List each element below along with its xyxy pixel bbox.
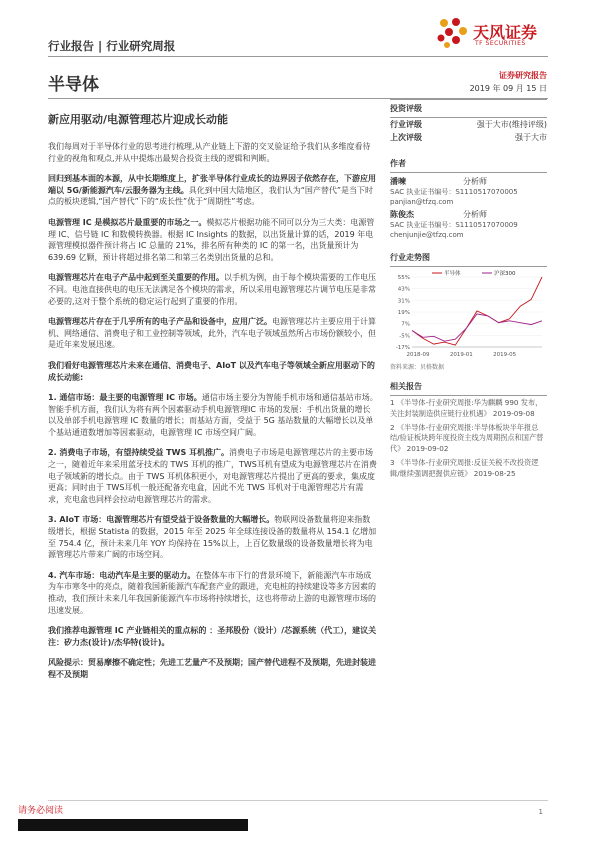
authors-heading: 作者 <box>390 159 406 168</box>
y-tick-label: 43% <box>397 286 410 293</box>
related-item[interactable]: 3 《半导体-行业研究周报:反征关税不改投资逻辑/继续强调把握供应链》 2019-08-25 <box>390 457 539 478</box>
chart-heading: 行业走势图 <box>390 253 430 262</box>
rating-label: 上次评级 <box>390 133 422 142</box>
rating-value: 强于大市(维持评级) <box>476 120 547 129</box>
p9-text: 物联网设备数量将迎来指数级增长，根据 Statista 的数据，2015 年至 2025 年全球连接设备的数量将从 154.1 亿增加至 754.4 亿，预计未来几年 YOY 均保持在 15%以上，上百亿数量级的设备数量增长将为电源管理芯片带来广阔的市场空间。 <box>48 515 377 560</box>
report-kind: 证券研究报告 <box>499 71 547 80</box>
p12-bold: 风险提示：贸易摩擦不确定性；先进工艺量产不及预期；国产替代进程不及预期，先进封装进程不及预期 <box>48 658 376 679</box>
authors-divider <box>390 172 547 173</box>
y-tick-label: 7% <box>401 321 410 328</box>
p6-bold: 我们看好电源管理芯片未来在通信、消费电子、AIoT 以及汽车电子等领域全新应用驱动下的成长动能: <box>48 360 375 382</box>
p10-bold: 4. 汽车市场：电动汽车是主要的驱动力。 <box>48 570 196 580</box>
p7-text: 通信市场主要分为智能手机市场和通信基站市场。智能手机方面，我们认为将有两个因素驱动手机电源管理IC 市场的发展：手机出货量的增长以及单部手机电源管理 IC 数量的增长；而基站方面，受益于 5G 基站数量的大幅增长以及单个基站通道数增加等因素驱动，电源管理 IC 市场空间广阔。 <box>48 393 378 437</box>
page-title: 半导体 <box>48 75 99 95</box>
brand-name-en: TF SECURITIES <box>475 40 526 47</box>
series-line <box>412 314 542 341</box>
p4-text: 以手机为例，由于每个模块需要的工作电压不同。电池直接供电的电压无法满足各个模块的需求，所以采用电源管理芯片调节电压是非常必要的,这对于整个系统的稳定运行起到了重要的作用。 <box>48 273 376 306</box>
p8-bold: 2. 消费电子市场，有望持续受益 TWS 耳机推广。 <box>48 448 230 458</box>
paragraph-6 <box>48 360 378 383</box>
author-row <box>390 176 547 187</box>
x-tick-label: 2018-09 <box>406 352 430 358</box>
related-heading: 相关报告 <box>390 382 422 391</box>
brand-name: 天风证券 <box>473 23 538 42</box>
paragraph-8 <box>48 447 378 505</box>
footer-disclaimer: 请务必阅读 <box>18 806 64 816</box>
related-item[interactable]: 1 《半导体-行业研究周报:华为麒麟 990 发布，关注封装制造供应链行业机遇》 2019-09-08 <box>390 398 543 418</box>
paragraph-11 <box>48 625 378 648</box>
footer-redacted-bar <box>18 819 248 831</box>
y-tick-label: -17% <box>395 345 410 351</box>
paragraph-4 <box>48 272 378 307</box>
paragraph-9 <box>48 514 378 560</box>
x-tick-label: 2019-05 <box>493 352 517 358</box>
series-line <box>412 277 542 345</box>
p2-bold: 回归到基本面的本源，从中长期维度上，扩张半导体行业成长的边界因子依然存在，下游应用端以 5G/新能源汽车/云服务器为主线。 <box>48 174 376 195</box>
author-license: SAC 执业证书编号：S1110517070009 <box>390 221 518 229</box>
y-tick-label: -5% <box>399 333 410 340</box>
x-tick-label: 2019-01 <box>449 352 473 358</box>
brand-logo <box>435 16 545 52</box>
header-divider <box>48 56 548 57</box>
rating-label: 行业评级 <box>390 120 422 129</box>
footer-divider <box>48 800 548 801</box>
paragraph-2 <box>48 173 378 208</box>
p3-text: 模拟芯片根据功能不同可以分为三大类：电源管理 IC、信号链 IC 和数模转换器。根据 IC Insights 的数据，以出货量计算的话，2019 年电源管理模拟器件预计将占 IC 总量的 21%，排名所有种类的 IC 的第一名，出货量预计为 639.69 亿颗，预计将超过排名第二和第三名类别出货量的总和。 <box>48 217 375 262</box>
chart-source: 资料来源：贝格数据 <box>390 364 445 371</box>
rating-value: 强于大市 <box>515 133 547 142</box>
p3-bold: 电源管理 IC 是模拟芯片最重要的市场之一。 <box>48 217 207 227</box>
y-tick-label: 19% <box>397 310 410 316</box>
p5-text: 电源管理芯片主要应用于计算机、网络通信、消费电子和工业控制等领域，此外，汽车电子领域虽然所占市场份额较小，但是近年来发展迅速。 <box>48 317 376 350</box>
author-entry <box>390 176 547 207</box>
report-subtitle: 新应用驱动/电源管理芯片迎成长动能 <box>48 113 229 126</box>
intro-text: 我们每周对于半导体行业的思考进行梳理,从产业链上下游的交叉验证给予我们从多维度看待行业的视角和观点,并从中提炼出最契合投资主线的逻辑和判断。 <box>48 142 371 163</box>
report-date: 2019 年 09 月 15 日 <box>469 84 547 93</box>
related-divider <box>390 395 547 396</box>
paragraph-5 <box>48 316 378 351</box>
y-tick-label: 31% <box>397 298 410 305</box>
p8-text: 消费电子市场是电源管理芯片的主要市场之一，随着近年来采用蓝牙技术的 TWS 耳机的推广，TWS耳机有望成为电源管理芯片在消费电子领域新的增长点。由于 TWS 耳机体积更小，对电源管理芯片提出了更高的要求，集成度更高；同时由于 TWS耳机一般还配备充电盒，因此不光 TWS 耳机对于电源管理芯片有需求，充电盒也同样会拉动电源管理芯片的需求。 <box>48 448 377 504</box>
sidebar-divider <box>390 99 547 100</box>
intro-paragraph <box>48 141 378 164</box>
rating-heading: 投资评级 <box>390 104 422 113</box>
y-tick-label: 55% <box>397 275 410 281</box>
legend-label: 沪深300 <box>494 271 516 277</box>
p4-bold: 电源管理芯片在电子产品中起到至关重要的作用。 <box>48 273 224 283</box>
paragraph-7 <box>48 392 378 438</box>
p11-bold: 我们推荐电源管理 IC 产业链相关的重点标的 ：圣邦股份（设计）/芯源系统（代工），建议关注：矽力杰(设计)/杰华特(设计)。 <box>48 626 377 647</box>
p10-text: 在整体车市下行的背景环境下，新能源汽车市场成为车市寒冬中的亮点，随着我国新能源汽车配套产业的跟进，充电桩的持续建设等多方因素的推动，我们预计未来几年我国新能源汽车市场将持续增长，这也将带动上游的电源管理市场的迅速发展。 <box>48 570 376 615</box>
page-number: 1 <box>538 808 543 816</box>
p2-text: 具化到中国大陆地区，我们认为“国产替代”是当下时点的板块逻辑,“国产替代”下的“成长性”优于“周期性”考虑。 <box>48 185 374 207</box>
author-email[interactable]: panjian@tfzq.com <box>390 198 454 206</box>
author-entry <box>390 209 547 240</box>
author-name: 潘暕 <box>390 177 406 186</box>
p5-bold: 电源管理芯片存在于几乎所有的电子产品和设备中，应用广泛。 <box>48 317 272 327</box>
p7-bold: 1. 通信市场：最主要的电源管理 IC 市场。 <box>48 393 202 403</box>
author-row <box>390 209 547 220</box>
paragraph-10 <box>48 570 378 616</box>
related-item[interactable]: 2 《半导体-行业研究周报:半导体板块半年报总结/验证板块跨年度投资主线为周期拐点和国产替代》 2019-09-02 <box>390 422 544 454</box>
sidebar <box>390 70 547 480</box>
author-role: 分析师 <box>463 177 487 186</box>
author-email[interactable]: chenjunjie@tfzq.com <box>390 231 464 239</box>
related-list <box>390 398 547 480</box>
legend-label: 半导体 <box>444 271 461 277</box>
author-name: 陈俊杰 <box>390 210 414 219</box>
paragraph-3 <box>48 217 378 263</box>
author-role: 分析师 <box>463 210 487 219</box>
p9-bold: 3. AIoT 市场：电源管理芯片有望受益于设备数量的大幅增长。 <box>48 515 275 525</box>
report-type: 行业报告 | 行业研究周报 <box>48 39 176 53</box>
trend-chart <box>390 269 547 361</box>
paragraph-12 <box>48 657 378 680</box>
author-license: SAC 执业证书编号：S1110517070005 <box>390 188 518 196</box>
rating-row <box>390 131 547 144</box>
chart-divider <box>390 266 547 267</box>
rating-row <box>390 118 547 131</box>
main-body <box>48 141 378 690</box>
logo-icon <box>435 16 469 50</box>
